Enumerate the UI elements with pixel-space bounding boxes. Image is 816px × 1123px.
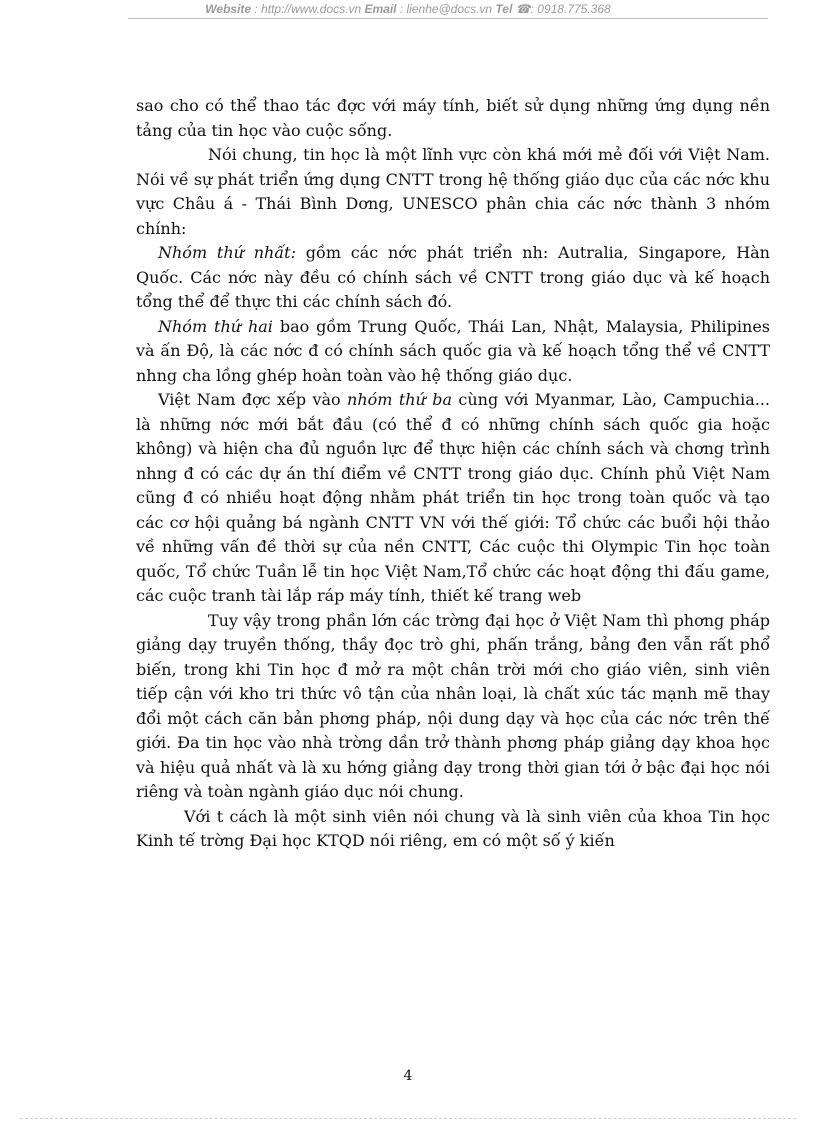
group-two-lead: Nhóm thứ hai bbox=[158, 316, 273, 336]
paragraph-group-three bbox=[136, 388, 770, 609]
footer-divider bbox=[20, 1118, 796, 1119]
website-value: : http://www.docs.vn bbox=[254, 2, 362, 16]
group-three-before: Việt Nam đợc xếp vào bbox=[158, 390, 348, 409]
paragraph-teaching-methods: Tuy vậy trong phần lớn các trờng đại học ở Việt Nam thì phơng pháp giảng dạy truyền thống, thầy đọc trò ghi, phấn trắng, bảng đen vẫn rất phổ biến, trong khi Tin học đ mở ra một chân trời mới cho giáo viên, sinh viên tiếp cận với kho tri thức vô tận của nhân loại, là chất xúc tác mạnh mẽ thay đổi một cách căn bản phơng pháp, nội dung dạy và học của các nớc trên thế giới. Đa tin học vào nhà trờng dần trở thành phơng pháp giảng dạy khoa học và hiệu quả nhất và là xu hớng giảng dạy trong thời gian tới ở bậc đại học nói riêng và toàn ngành giáo dục nói chung. bbox=[136, 610, 770, 801]
paragraph-intro: sao cho có thể thao tác đợc với máy tính, biết sử dụng những ứng dụng nền tảng của tin học vào cuộc sống. bbox=[136, 96, 770, 140]
page-header bbox=[0, 0, 816, 18]
tel-value: ☎: 0918.775.368 bbox=[515, 2, 611, 16]
tel-label: Tel bbox=[495, 2, 513, 16]
group-three-after: cùng với Myanmar, Lào, Campuchia... là những nớc mới bắt đầu (có thể đ có những chính sách quốc gia hoặc không) và hiện cha đủ nguồn lực để thực hiện các chính sách và chơng trình nhng đ có các dự án thí điểm về CNTT trong giáo dục. Chính phủ Việt Nam cũng đ có nhiều hoạt động nhằm phát triển tin học trong toàn quốc và tạo các cơ hội quảng bá ngành CNTT VN với thế giới: Tổ chức các buổi hội thảo về những vấn đề thời sự của nền CNTT, Các cuộc thi Olympic Tin học toàn quốc, Tổ chức Tuần lễ tin học Việt Nam,Tổ chức các hoạt động thi đấu game, các cuộc tranh tài lắp ráp máy tính, thiết kế trang web bbox=[136, 390, 771, 605]
website-label: Website bbox=[205, 2, 252, 16]
email-value: : lienhe@docs.vn bbox=[399, 2, 493, 16]
paragraph-group-one bbox=[136, 241, 770, 315]
document-body bbox=[136, 94, 770, 854]
email-label: Email bbox=[364, 2, 397, 16]
paragraph-student-opinion: Với t cách là một sinh viên nói chung và là sinh viên của khoa Tin học Kinh tế trờng Đại học KTQD nói riêng, em có một số ý kiến bbox=[136, 806, 770, 850]
header-divider bbox=[128, 18, 768, 19]
group-two-text: bao gồm Trung Quốc, Thái Lan, Nhật, Malaysia, Philipines và ấn Độ, là các nớc đ có chính sách quốc gia và kế hoạch tổng thể về CNTT nhng cha lồng ghép hoàn toàn vào hệ thống giáo dục. bbox=[136, 316, 771, 385]
paragraph-group-two bbox=[136, 315, 770, 389]
group-one-text: gồm các nớc phát triển nh: Autralia, Singapore, Hàn Quốc. Các nớc này đều có chính sách về CNTT trong giáo dục và kế hoạch tổng thể để thực thi các chính sách đó. bbox=[136, 243, 770, 311]
page-number: 4 bbox=[403, 1068, 413, 1084]
group-three-emphasis: nhóm thứ ba bbox=[347, 390, 453, 409]
paragraph-overview: Nói chung, tin học là một lĩnh vực còn khá mới mẻ đối với Việt Nam. Nói về sự phát triển ứng dụng CNTT trong hệ thống giáo dục của các nớc khu vực Châu á - Thái Bình Dơng, UNESCO phân chia các nớc thành 3 nhóm chính: bbox=[136, 145, 770, 238]
group-one-lead: Nhóm thứ nhất: bbox=[158, 243, 296, 262]
